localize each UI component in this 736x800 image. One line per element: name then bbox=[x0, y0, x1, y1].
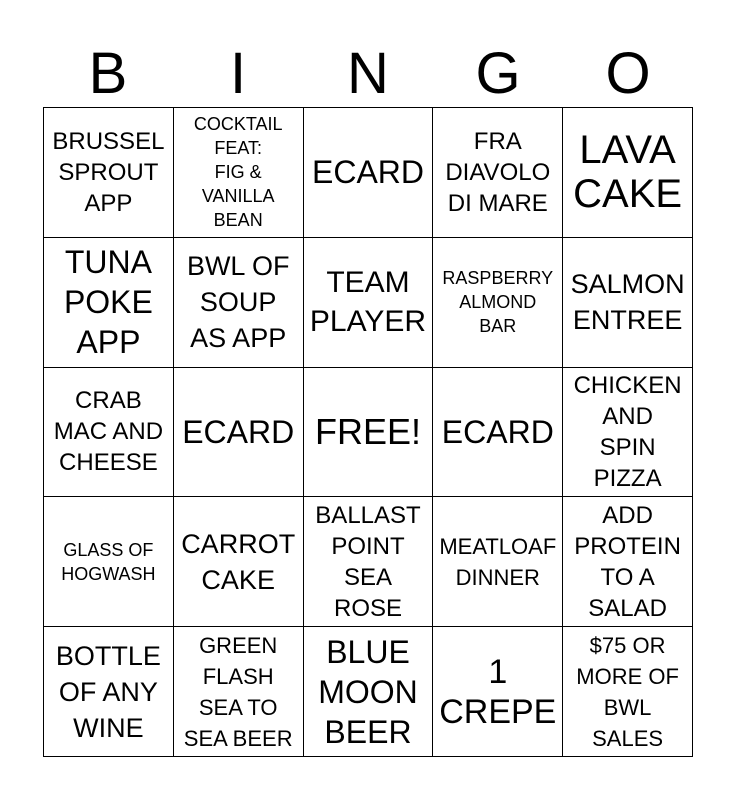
bingo-cell-n1[interactable] bbox=[304, 108, 434, 238]
cell-text: BRUSSEL SPROUT APP bbox=[52, 127, 165, 217]
bingo-cell-b2[interactable] bbox=[44, 238, 174, 368]
bingo-card bbox=[43, 107, 693, 757]
bingo-cell-i5[interactable] bbox=[174, 627, 304, 757]
bingo-cell-b4[interactable] bbox=[44, 497, 174, 627]
bingo-cell-g2[interactable] bbox=[433, 238, 563, 368]
cell-text: CHICKEN AND SPIN PIZZA bbox=[573, 371, 682, 492]
header-letter-b: B bbox=[88, 41, 128, 106]
bingo-cell-free[interactable] bbox=[304, 368, 434, 498]
cell-text: FREE! bbox=[314, 410, 421, 452]
bingo-cell-o5[interactable] bbox=[563, 627, 693, 757]
cell-text: GREEN FLASH SEA TO SEA BEER bbox=[183, 632, 293, 751]
cell-text: ECARD bbox=[311, 154, 424, 191]
cell-text: $75 OR MORE OF BWL SALES bbox=[576, 632, 679, 751]
bingo-cell-b1[interactable] bbox=[44, 108, 174, 238]
cell-text: CARROT CAKE bbox=[181, 528, 296, 595]
bingo-cell-n2[interactable] bbox=[304, 238, 434, 368]
cell-text: BOTTLE OF ANY WINE bbox=[55, 640, 161, 743]
cell-text: MEATLOAF DINNER bbox=[439, 533, 557, 590]
bingo-cell-i4[interactable] bbox=[174, 497, 304, 627]
bingo-cell-i1[interactable] bbox=[174, 108, 304, 238]
bingo-cell-g3[interactable] bbox=[433, 368, 563, 498]
cell-text: LAVA CAKE bbox=[573, 128, 683, 217]
header-letter-n: N bbox=[347, 41, 389, 106]
bingo-cell-i2[interactable] bbox=[174, 238, 304, 368]
bingo-cell-g5[interactable] bbox=[433, 627, 563, 757]
bingo-cell-i3[interactable] bbox=[174, 368, 304, 498]
bingo-cell-n5[interactable] bbox=[304, 627, 434, 757]
bingo-cell-n4[interactable] bbox=[304, 497, 434, 627]
header-letter-g: G bbox=[475, 41, 521, 106]
cell-text: ECARD bbox=[182, 413, 295, 450]
cell-text: BWL OF SOUP AS APP bbox=[186, 251, 290, 354]
bingo-cell-o3[interactable] bbox=[563, 368, 693, 498]
bingo-cell-b5[interactable] bbox=[44, 627, 174, 757]
bingo-cell-b3[interactable] bbox=[44, 368, 174, 498]
cell-text: 1 CREPE bbox=[439, 652, 557, 731]
cell-text: COCKTAIL FEAT: FIG & VANILLA BEAN bbox=[193, 114, 283, 231]
bingo-cell-g1[interactable] bbox=[433, 108, 563, 238]
header-letter-i: I bbox=[229, 41, 247, 106]
bingo-header bbox=[43, 40, 693, 108]
cell-text: TUNA POKE APP bbox=[63, 244, 153, 361]
cell-text: FRA DIAVOLO DI MARE bbox=[445, 127, 551, 217]
bingo-cell-o2[interactable] bbox=[563, 238, 693, 368]
cell-text: BLUE MOON BEER bbox=[318, 633, 418, 750]
bingo-cell-o1[interactable] bbox=[563, 108, 693, 238]
cell-text: ADD PROTEIN TO A SALAD bbox=[574, 501, 681, 622]
cell-text: TEAM PLAYER bbox=[309, 266, 427, 339]
cell-text: CRAB MAC AND CHEESE bbox=[53, 387, 164, 477]
bingo-cell-o4[interactable] bbox=[563, 497, 693, 627]
cell-text: BALLAST POINT SEA ROSE bbox=[315, 501, 421, 622]
cell-text: ECARD bbox=[441, 413, 554, 450]
bingo-cell-g4[interactable] bbox=[433, 497, 563, 627]
header-letter-o: O bbox=[605, 41, 651, 106]
cell-text: SALMON ENTREE bbox=[570, 269, 685, 336]
cell-text: RASPBERRY ALMOND BAR bbox=[442, 268, 554, 337]
cell-text: GLASS OF HOGWASH bbox=[61, 539, 156, 584]
